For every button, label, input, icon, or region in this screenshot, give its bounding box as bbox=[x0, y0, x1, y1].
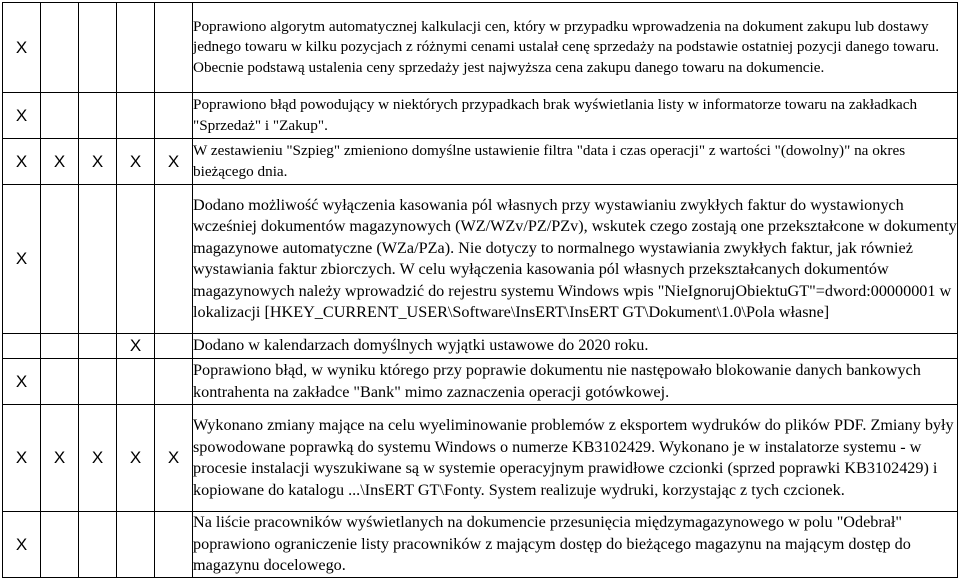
mark-cell: X bbox=[3, 359, 41, 405]
mark-cell bbox=[41, 3, 79, 93]
mark-cell bbox=[155, 3, 193, 93]
mark-cell bbox=[155, 185, 193, 334]
change-description: Wykonano zmiany mające na celu wyeliminowanie problemów z eksportem wydruków do plików PDF. Zmiany były spowodowane poprawką do systemu Windows o numerze KB3102429. Wykonano je w instalatorze systemu - w procesie instalacji wyszukiwane są w systemie operacyjnym prawidłowe czcionki (sprzed poprawki KB3102429) i kopiowane do katalogu ...\InsERT GT\Fonty. System realizuje wydruki, korzystając z tych czcionek. bbox=[193, 405, 958, 512]
mark-cell bbox=[155, 512, 193, 578]
mark-cell: X bbox=[117, 139, 155, 185]
change-description: Poprawiono błąd, w wyniku którego przy poprawie dokumentu nie następowało blokowanie danych bankowych kontrahenta na zakładce "Bank" mimo zaznaczenia operacji gotówkowej. bbox=[193, 359, 958, 405]
mark-cell bbox=[79, 512, 117, 578]
mark-cell bbox=[155, 93, 193, 139]
mark-cell: X bbox=[79, 405, 117, 512]
mark-cell bbox=[155, 359, 193, 405]
change-description: Dodano możliwość wyłączenia kasowania pól własnych przy wystawianiu zwykłych faktur do wystawionych wcześniej dokumentów magazynowych (WZ/WZv/PZ/PZv), wskutek czego zostają one przekształcone w dokumenty magazynowe automatyczne (WZa/PZa). Nie dotyczy to normalnego wystawiania zwykłych faktur, jak również wystawiania faktur zbiorczych. W celu wyłączenia kasowania pól własnych przekształcanych dokumentów magazynowych należy wprowadzić do rejestru systemu Windows wpis "NieIgnorujObiektuGT"=dword:00000001 w lokalizacji [HKEY_CURRENT_USER\Software\InsERT\InsERT GT\Dokument\1.0\Pola własne] bbox=[193, 185, 958, 334]
table-row bbox=[3, 3, 958, 93]
mark-cell bbox=[155, 334, 193, 359]
change-description: W zestawieniu "Szpieg" zmieniono domyślne ustawienie filtra "data i czas operacji" z wartości "(dowolny)" na okres bieżącego dnia. bbox=[193, 139, 958, 185]
change-description: Poprawiono błąd powodujący w niektórych przypadkach brak wyświetlania listy w informatorze towaru na zakładkach "Sprzedaż" i "Zakup". bbox=[193, 93, 958, 139]
mark-cell: X bbox=[41, 139, 79, 185]
table-row bbox=[3, 359, 958, 405]
mark-cell bbox=[117, 93, 155, 139]
mark-cell bbox=[117, 3, 155, 93]
mark-cell: X bbox=[3, 139, 41, 185]
mark-cell bbox=[117, 359, 155, 405]
mark-cell bbox=[79, 3, 117, 93]
mark-cell bbox=[41, 334, 79, 359]
table-row bbox=[3, 185, 958, 334]
mark-cell bbox=[79, 334, 117, 359]
mark-cell bbox=[79, 359, 117, 405]
mark-cell: X bbox=[117, 405, 155, 512]
table-row bbox=[3, 334, 958, 359]
mark-cell: X bbox=[117, 334, 155, 359]
change-description: Poprawiono algorytm automatycznej kalkulacji cen, który w przypadku wprowadzenia na dokument zakupu lub dostawy jednego towaru w kilku pozycjach z różnymi cenami ustalał cenę sprzedaży na podstawie ostatniej pozycji danego towaru. Obecnie podstawą ustalenia ceny sprzedaży jest najwyższa cena zakupu danego towaru na dokumencie. bbox=[193, 3, 958, 93]
change-description: Dodano w kalendarzach domyślnych wyjątki ustawowe do 2020 roku. bbox=[193, 334, 958, 359]
mark-cell: X bbox=[3, 93, 41, 139]
table-row bbox=[3, 139, 958, 185]
table-row bbox=[3, 405, 958, 512]
mark-cell: X bbox=[3, 405, 41, 512]
mark-cell: X bbox=[155, 405, 193, 512]
mark-cell bbox=[79, 93, 117, 139]
mark-cell: X bbox=[155, 139, 193, 185]
mark-cell: X bbox=[79, 139, 117, 185]
change-description: Na liście pracowników wyświetlanych na dokumencie przesunięcia międzymagazynowego w polu "Odebrał" poprawiono ograniczenie listy pracowników z mającym dostęp do bieżącego magazynu na mającym dostęp do magazynu docelowego. bbox=[193, 512, 958, 578]
mark-cell: X bbox=[3, 512, 41, 578]
mark-cell bbox=[79, 185, 117, 334]
mark-cell bbox=[117, 512, 155, 578]
mark-cell: X bbox=[3, 185, 41, 334]
table-row bbox=[3, 512, 958, 578]
mark-cell: X bbox=[41, 405, 79, 512]
mark-cell bbox=[41, 359, 79, 405]
mark-cell bbox=[41, 93, 79, 139]
mark-cell bbox=[41, 512, 79, 578]
table-row bbox=[3, 93, 958, 139]
mark-cell: X bbox=[3, 3, 41, 93]
mark-cell bbox=[41, 185, 79, 334]
changelog-table bbox=[2, 2, 958, 578]
mark-cell bbox=[3, 334, 41, 359]
mark-cell bbox=[117, 185, 155, 334]
